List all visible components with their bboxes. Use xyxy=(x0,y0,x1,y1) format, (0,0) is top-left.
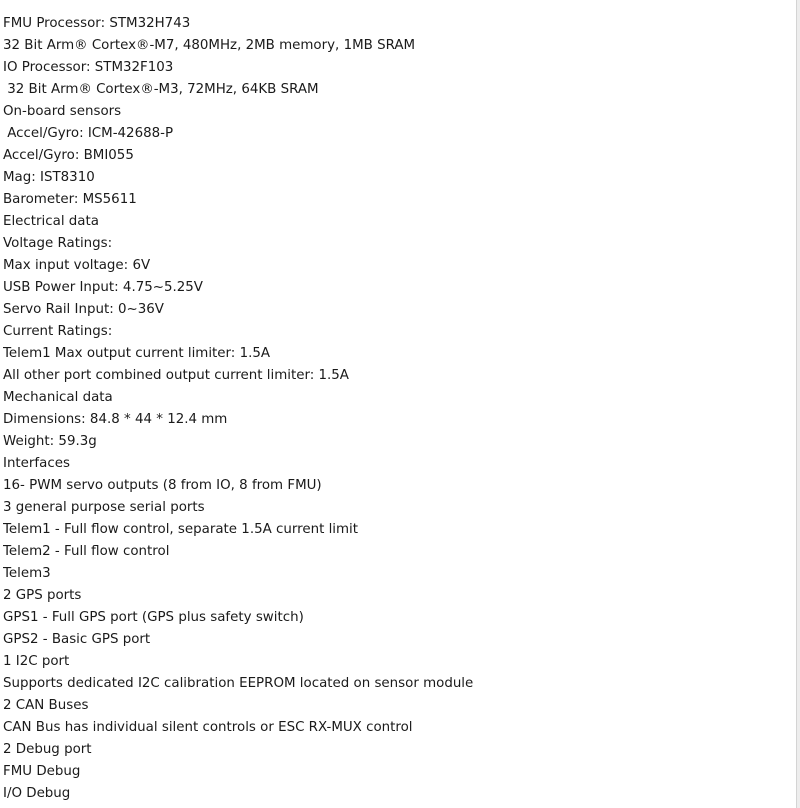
section-heading: On-board sensors xyxy=(3,104,122,119)
spec-line: Telem1 Max output current limiter: 1.5A xyxy=(3,346,271,361)
spec-line: 32 Bit Arm® Cortex®-M7, 480MHz, 2MB memory, 1MB SRAM xyxy=(3,38,416,53)
spec-line: 3 general purpose serial ports xyxy=(3,500,205,515)
spec-line: 2 CAN Buses xyxy=(3,698,89,713)
spec-line: IO Processor: STM32F103 xyxy=(3,60,174,75)
subsection-heading: Voltage Ratings: xyxy=(3,236,113,251)
section-heading: Mechanical data xyxy=(3,390,113,405)
spec-line: CAN Bus has individual silent controls or ESC RX-MUX control xyxy=(3,720,413,735)
spec-line: Telem1 - Full flow control, separate 1.5A current limit xyxy=(3,522,359,537)
spec-line: USB Power Input: 4.75~5.25V xyxy=(3,280,203,295)
spec-line: Telem3 xyxy=(3,566,51,581)
spec-line: Dimensions: 84.8 * 44 * 12.4 mm xyxy=(3,412,228,427)
spec-line: GPS1 - Full GPS port (GPS plus safety switch) xyxy=(3,610,304,625)
spec-line: 32 Bit Arm® Cortex®-M3, 72MHz, 64KB SRAM xyxy=(3,82,319,97)
spec-line: GPS2 - Basic GPS port xyxy=(3,632,151,647)
spec-line: Barometer: MS5611 xyxy=(3,192,137,207)
spec-line: Telem2 - Full flow control xyxy=(3,544,170,559)
spec-document xyxy=(3,13,783,805)
spec-line: Accel/Gyro: ICM-42688-P xyxy=(3,126,174,141)
spec-line: Weight: 59.3g xyxy=(3,434,97,449)
spec-line: Supports dedicated I2C calibration EEPROM located on sensor module xyxy=(3,676,474,691)
spec-line: 2 GPS ports xyxy=(3,588,82,603)
spec-line: Servo Rail Input: 0~36V xyxy=(3,302,164,317)
subsection-heading: Current Ratings: xyxy=(3,324,113,339)
spec-line: 1 I2C port xyxy=(3,654,70,669)
spec-line: FMU Processor: STM32H743 xyxy=(3,16,191,31)
spec-line: FMU Debug xyxy=(3,764,81,779)
spec-line: Max input voltage: 6V xyxy=(3,258,151,273)
spec-line: 2 Debug port xyxy=(3,742,92,757)
spec-line: I/O Debug xyxy=(3,786,71,801)
vertical-scrollbar[interactable] xyxy=(796,0,800,808)
spec-line: All other port combined output current limiter: 1.5A xyxy=(3,368,349,383)
section-heading: Electrical data xyxy=(3,214,99,229)
spec-line: Accel/Gyro: BMI055 xyxy=(3,148,134,163)
spec-line: 16- PWM servo outputs (8 from IO, 8 from FMU) xyxy=(3,478,322,493)
section-heading: Interfaces xyxy=(3,456,70,471)
spec-line: Mag: IST8310 xyxy=(3,170,95,185)
